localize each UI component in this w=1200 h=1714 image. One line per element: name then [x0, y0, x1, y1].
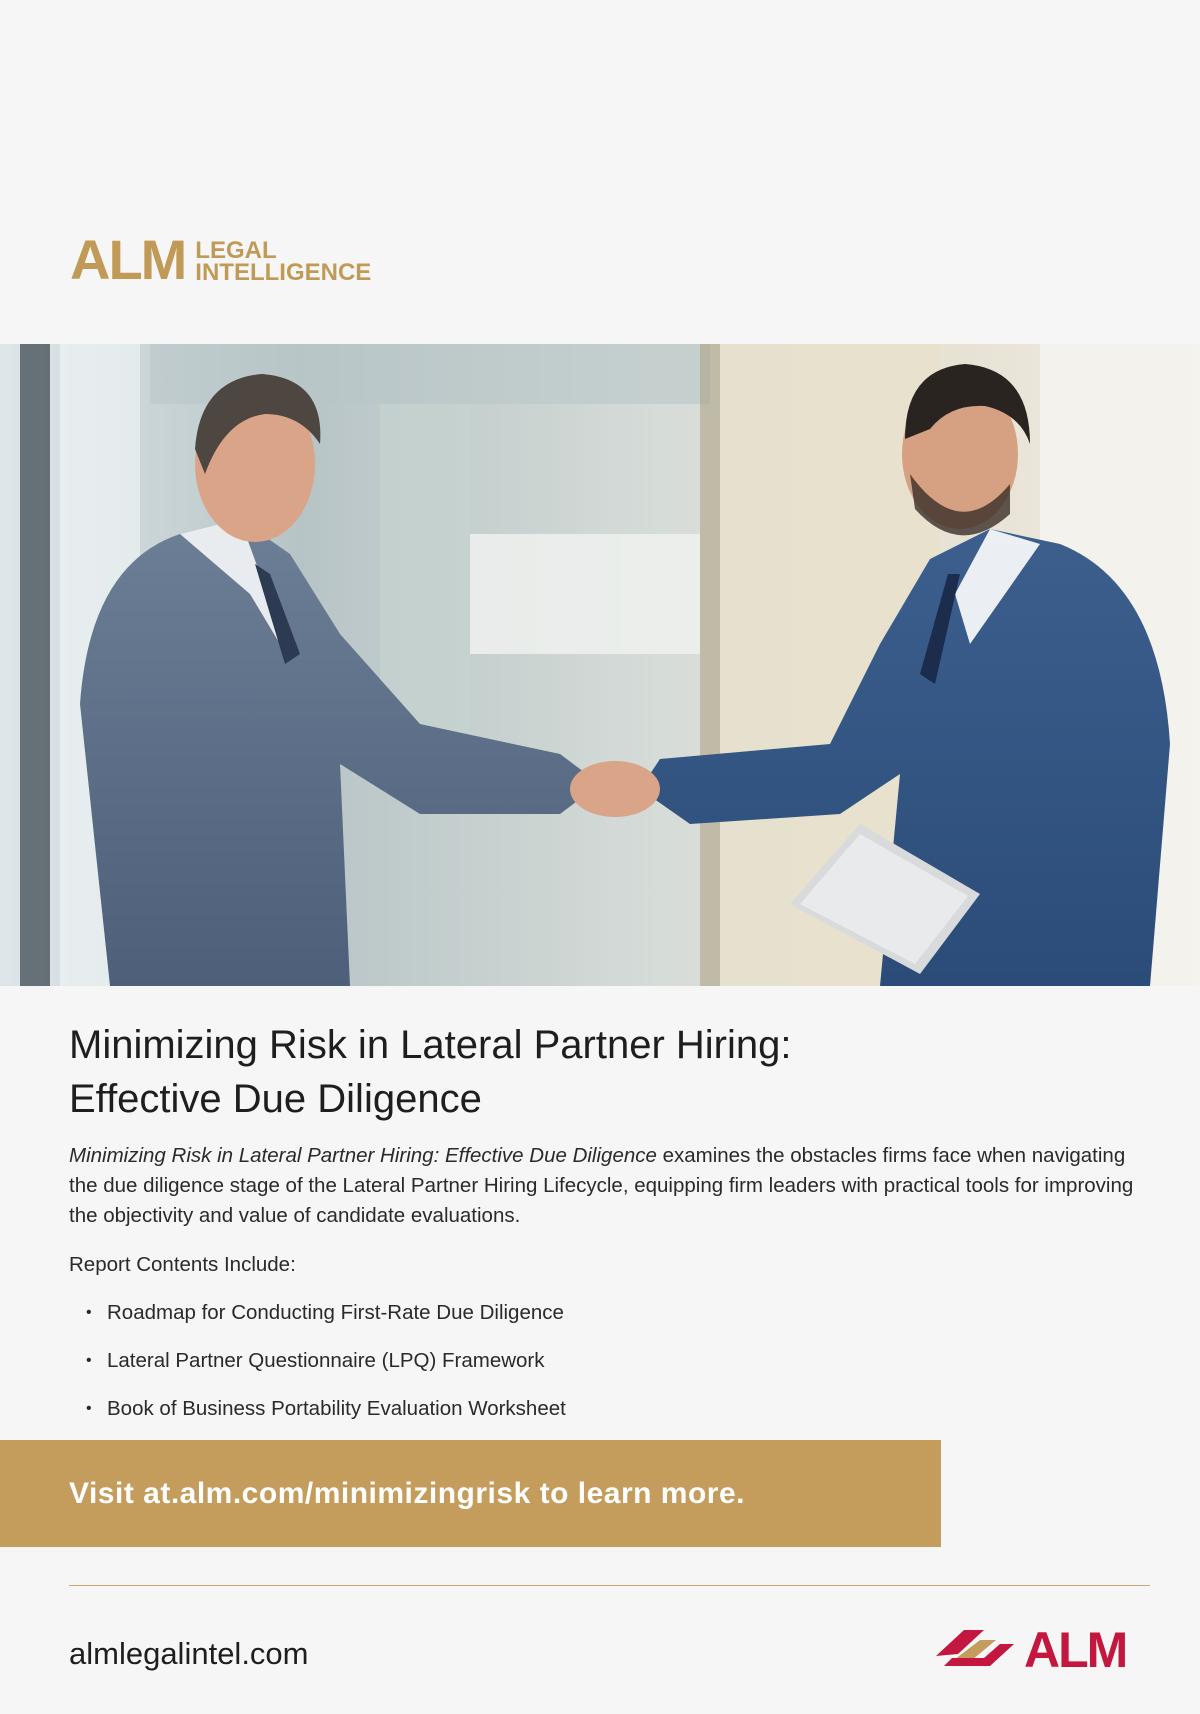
cta-banner[interactable] — [0, 1440, 941, 1547]
logo-legal-intelligence-text — [195, 237, 372, 286]
report-title — [69, 1018, 1069, 1126]
bullet-icon: • — [86, 1304, 92, 1321]
report-contents-label: Report Contents Include: — [69, 1253, 296, 1276]
alm-logo-mark-icon — [934, 1626, 1018, 1674]
cta-link-text[interactable]: Visit at.alm.com/minimizingrisk to learn more. — [69, 1476, 745, 1510]
report-title-line-1: Minimizing Risk in Lateral Partner Hiring: — [69, 1023, 792, 1067]
list-item — [86, 1346, 566, 1376]
logo-alm-text: ALM — [70, 228, 186, 291]
report-description-italic-title: Minimizing Risk in Lateral Partner Hiring: Effective Due Diligence — [69, 1144, 657, 1167]
list-item — [86, 1394, 566, 1424]
footer-divider — [69, 1585, 1150, 1586]
report-description — [69, 1141, 1159, 1231]
logo-legal-word: LEGAL — [195, 237, 277, 264]
bullet-icon: • — [86, 1400, 92, 1417]
alm-legal-intelligence-logo — [70, 228, 372, 291]
report-contents-list — [86, 1298, 566, 1442]
list-item-text: Lateral Partner Questionnaire (LPQ) Framework — [107, 1349, 545, 1372]
report-description-body: examines the obstacles firms face when navigating the due diligence stage of the Lateral Partner Hiring Lifecycle, equipping firm leaders with practical tools for improving the objectivity and value of candidate evaluations. — [69, 1144, 1134, 1227]
bullet-icon: • — [86, 1352, 92, 1369]
footer-website-link[interactable]: almlegalintel.com — [69, 1636, 309, 1671]
hero-handshake-photo — [0, 344, 1200, 986]
report-title-line-2: Effective Due Diligence — [69, 1077, 482, 1121]
list-item-text: Roadmap for Conducting First-Rate Due Diligence — [107, 1301, 564, 1324]
footer-logo-word: ALM — [1024, 1622, 1127, 1678]
list-item-text: Book of Business Portability Evaluation Worksheet — [107, 1397, 566, 1420]
alm-footer-logo — [934, 1622, 1127, 1678]
logo-intelligence-word: INTELLIGENCE — [195, 259, 372, 286]
list-item — [86, 1298, 566, 1328]
